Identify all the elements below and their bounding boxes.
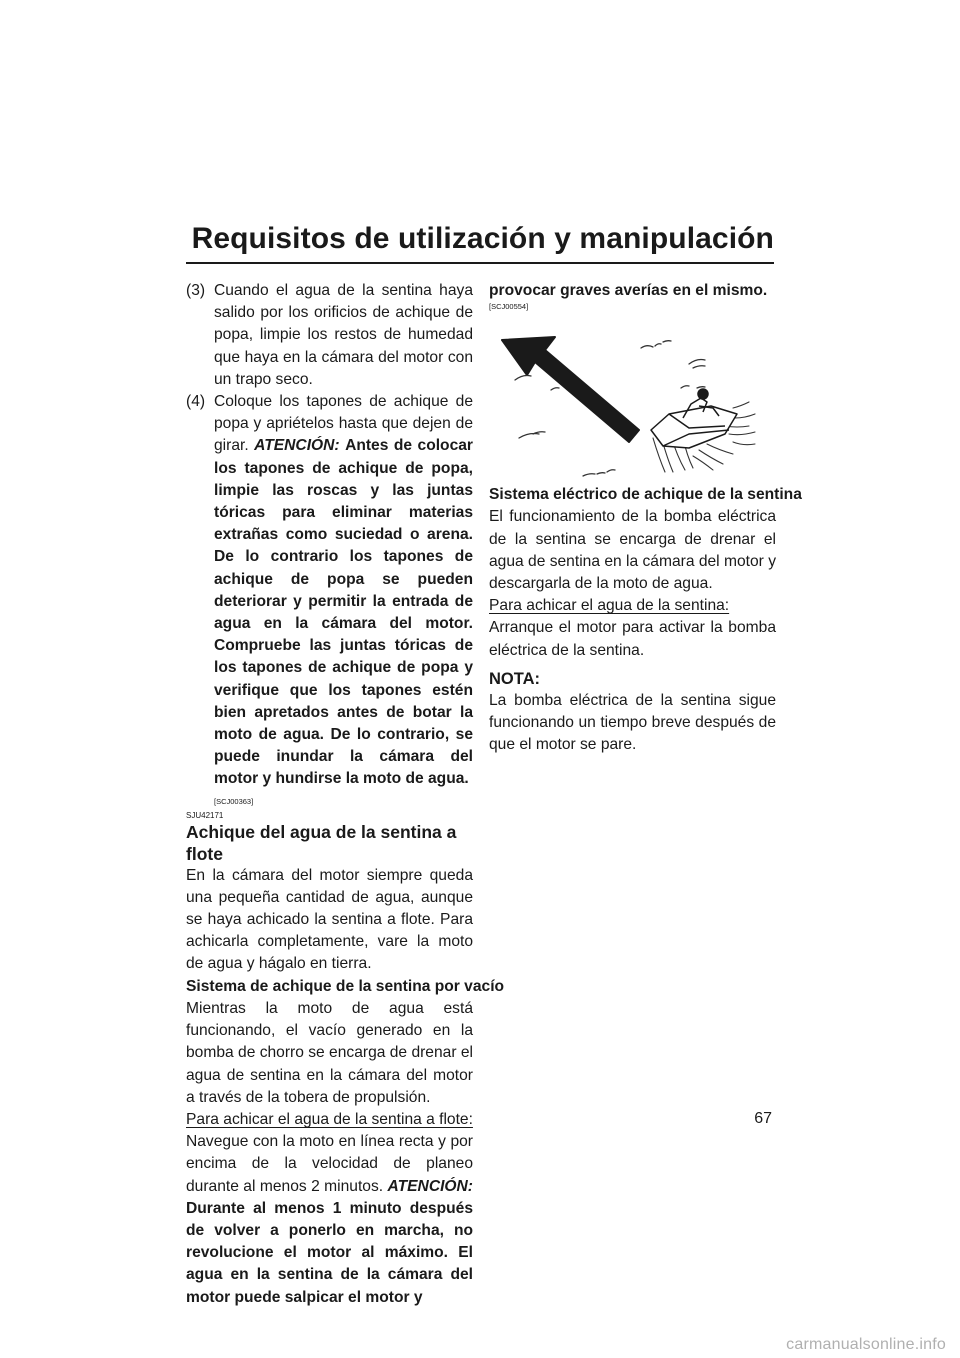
warning-code: [SCJ00363] <box>214 796 254 806</box>
list-item-4 <box>186 391 473 807</box>
electric-sub-heading: Para achicar el agua de la sentina: <box>489 597 730 615</box>
left-column <box>186 280 505 1309</box>
note-text: La bomba eléctrica de la sentina sigue funcionando un tiempo breve después de que el motor se pare. <box>489 691 776 754</box>
page-number: 67 <box>754 1110 772 1127</box>
direction-arrow-icon <box>502 337 639 442</box>
float-paragraph <box>186 1131 473 1309</box>
vacuum-text: Mientras la moto de agua está funcionando, el vacío generado en la bomba de chorro se encarga de drenar el agua de sentina en la cámara del motor a través de la tobera de propulsión. <box>186 999 473 1106</box>
page-title: Requisitos de utilización y manipulación <box>191 222 774 255</box>
list-item-number: (4) <box>186 393 206 411</box>
electric-heading: Sistema eléctrico de achique de la sentina <box>489 486 802 504</box>
electric-sub-text: Arranque el motor para activar la bomba eléctrica de la sentina. <box>489 619 776 659</box>
note-label: NOTA: <box>489 669 541 688</box>
attention-text: Antes de colocar los tapones de achique de popa, limpie las roscas y las juntas tóricas para eliminar materias extrañas como suciedad o arena. De lo contrario los tapones de achique de popa se pueden deteriorar y permitir la entrada de agua en la cámara del motor. Compruebe las juntas tóricas de los tapones de achique de popa y verifique que los tapones estén bien apretados antes de botar la moto de agua. De lo contrario, se puede inundar la cámara del motor y hundirse la moto de agua. <box>214 437 473 788</box>
float-heading: Para achicar el agua de la sentina a flote: <box>186 1110 473 1128</box>
section-title: Achique del agua de la sentina a flote <box>186 821 457 864</box>
vacuum-heading: Sistema de achique de la sentina por vacío <box>186 977 505 995</box>
list-item-3 <box>186 280 473 391</box>
section-intro: En la cámara del motor siempre queda una pequeña cantidad de agua, aunque se haya achicado la sentina a flote. Para achicarla completamente, vare la moto de agua y hágalo en tierra. <box>186 866 473 973</box>
title-rule <box>186 262 774 264</box>
list-item-text: Coloque los tapones de achique de popa y apriételos hasta que dejen de girar. <box>214 393 473 455</box>
list-item-number: (3) <box>186 282 206 299</box>
electric-text: El funcionamiento de la bomba eléctrica de la sentina se encarga de drenar el agua de sentina en la cámara del motor y descargarla de la moto de agua. <box>489 508 776 593</box>
section-id: SJU42171 <box>186 810 224 820</box>
list-item-body <box>214 391 473 807</box>
float-attention-label: ATENCIÓN: <box>387 1177 473 1195</box>
right-column <box>489 280 802 756</box>
attention-label: ATENCIÓN: <box>254 437 340 455</box>
float-attention-text: Durante al menos 1 minuto después de volver a ponerlo en marcha, no revolucione el motor al máximo. El agua en la sentina de la cámara del motor puede salpicar el motor y <box>186 1199 473 1306</box>
watercraft-illustration <box>493 318 773 478</box>
float-text: Navegue con la moto en línea recta y por encima de la velocidad de planeo durante al menos 2 minutos. <box>186 1133 473 1195</box>
list-item-text: Cuando el agua de la sentina haya salido por los orificios de achique de popa, limpie los restos de humedad que haya en la cámara del motor con un trapo seco. <box>214 282 473 388</box>
attention-continued: provocar graves averías en el mismo. <box>489 282 768 299</box>
watermark-link[interactable]: carmanualsonline.info <box>786 1336 946 1353</box>
warning-code: [SCJ00554] <box>489 302 529 312</box>
